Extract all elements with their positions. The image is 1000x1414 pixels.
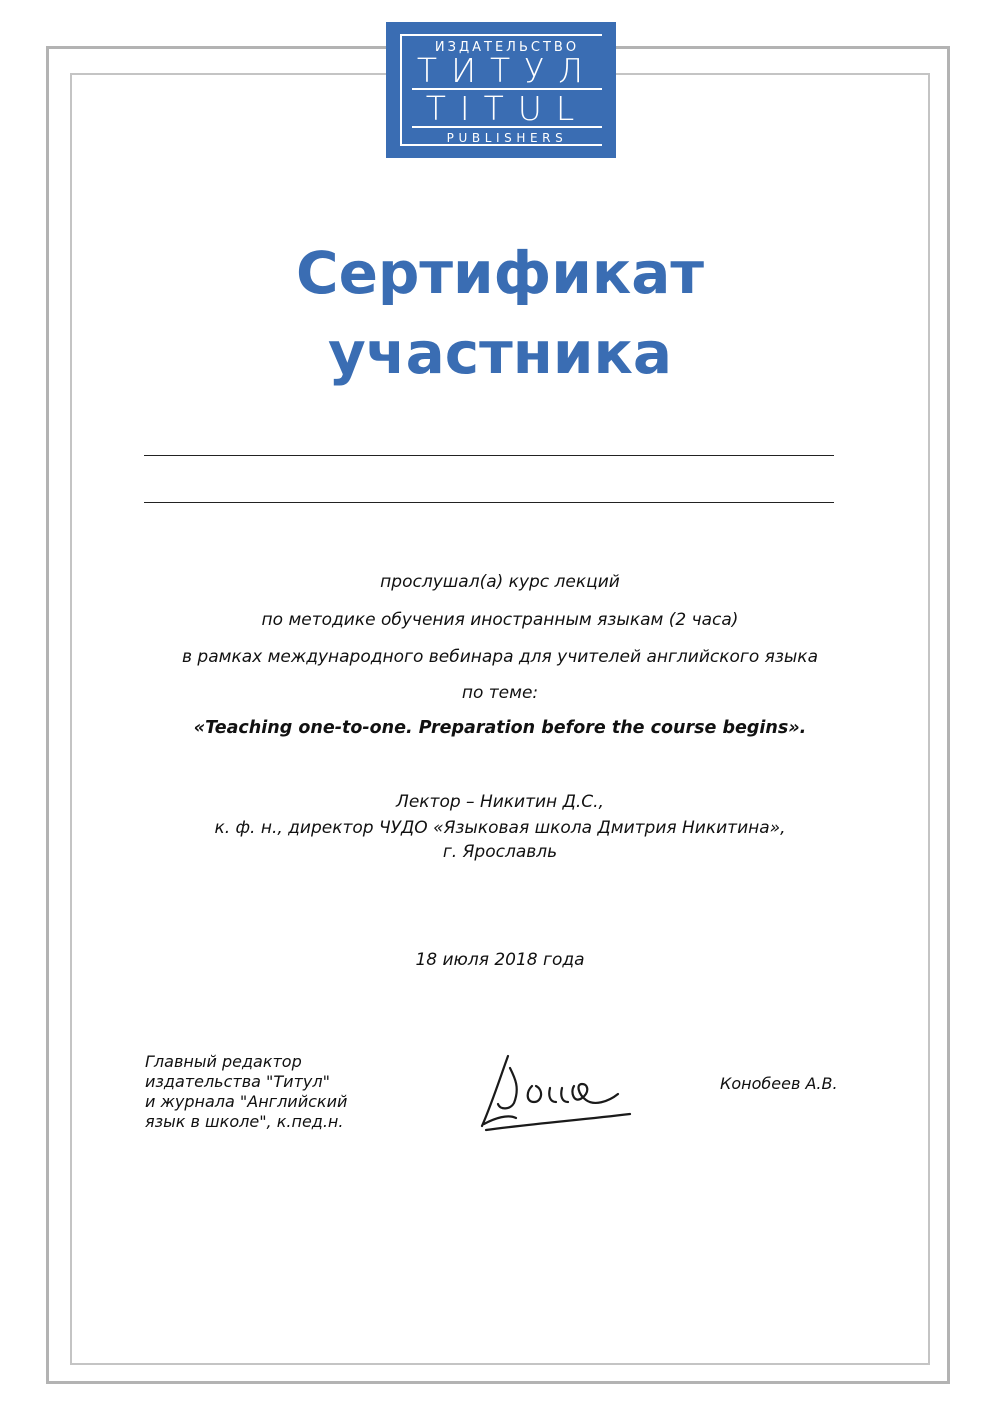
certificate-date: 18 июля 2018 года [415,950,585,970]
signatory-role-line: издательства "Титул" [145,1072,330,1091]
course-text-1: прослушал(а) курс лекций [380,572,620,592]
titul-publishers-logo [386,22,616,158]
course-text-2: по методике обучения иностранным языкам (2 часа) [261,610,739,630]
lecturer-name: Лектор – Никитин Д.С., [396,792,604,812]
signatory-role-line: Главный редактор [145,1052,302,1071]
handwritten-signature [470,1048,640,1138]
logo-titul-english: TITUL [412,92,602,128]
course-text-3: в рамках международного вебинара для учителей английского языка [182,647,818,667]
recipient-name-line-2 [144,502,834,503]
course-text-4: по теме: [461,683,539,703]
signatory-role [145,1052,347,1132]
course-topic: «Teaching one-to-one. Preparation before the course begins». [193,718,807,738]
lecturer-city: г. Ярославль [442,842,558,862]
logo-titul-russian: ТИТУЛ [412,54,602,90]
signatory-name: Конобеев А.В. [720,1074,838,1093]
logo-publisher-label: ИЗДАТЕЛЬСТВО [434,40,580,55]
logo-frame [400,34,602,146]
lecturer-credentials: к. ф. н., директор ЧУДО «Языковая школа Дмитрия Никитина», [214,818,786,838]
recipient-name-line [144,455,834,456]
certificate-title: Сертификат [296,239,704,307]
signatory-role-line: и журнала "Английский [145,1092,348,1111]
logo-publishers-label: PUBLISHERS [446,131,568,145]
signatory-role-line: язык в школе", к.пед.н. [145,1112,344,1131]
certificate-subtitle: участника [328,319,672,387]
